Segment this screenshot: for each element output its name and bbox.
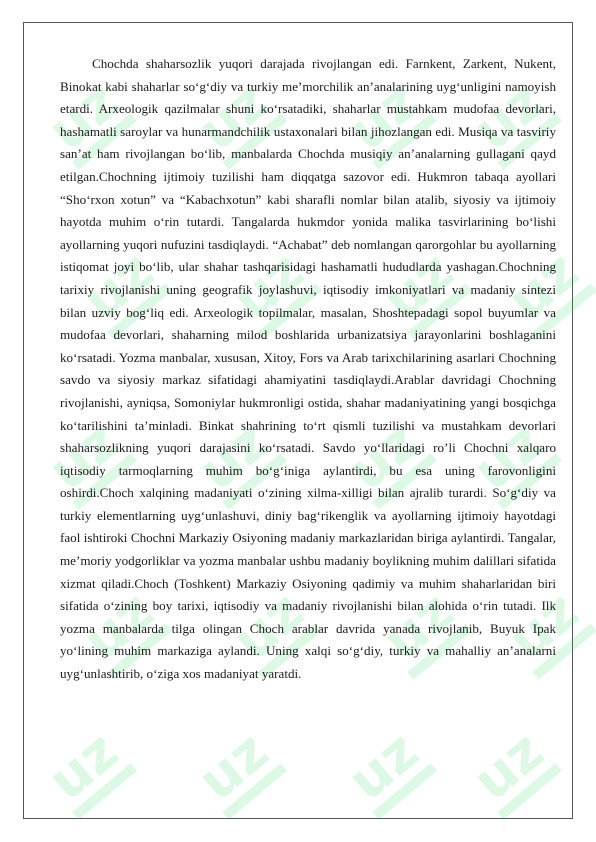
svg-text:uz: uz xyxy=(221,239,316,333)
svg-text:uz: uz xyxy=(36,69,131,163)
svg-text:uz: uz xyxy=(461,409,556,503)
svg-text:uz: uz xyxy=(461,69,556,163)
svg-text:uz: uz xyxy=(336,409,431,503)
svg-text:uz: uz xyxy=(71,239,166,333)
svg-text:uz: uz xyxy=(36,719,131,813)
svg-text:uz: uz xyxy=(186,719,281,813)
svg-text:uz: uz xyxy=(371,579,466,673)
svg-text:uz: uz xyxy=(371,239,466,333)
body-paragraph: Chochda shaharsozlik yuqori darajada rivojlangan edi. Farnkent, Zarkent, Nukent, Binokat kabi shaharlar so‘g‘diy va turkiy me’morchilik an’analarining uyg‘unligini namoyish etardi. Arxeologik qazilmalar shuni ko‘rsatadiki, shaharlar mustahkam mudofaa devorlari, hashamatli saroylar va hunarmandchilik ustaxonalari bilan jihozlangan edi. Musiqa va tasviriy san’at ham rivojlangan bo‘lib, manbalarda Chochda musiqiy an’analarning gullagani qayd etilgan.Chochning ijtimoiy tuzilishi ham diqqatga sazovor edi. Hukmron tabaqa ayollari “Sho‘rxon xotun” va “Kabachxotun” kabi sharafli nomlar bilan atalib, siyosiy va ijtimoiy hayotda muhim o‘rin tutardi. Tangalarda hukmdor yonida malika tasvirlarining bo‘lishi ayollarning yuqori nufuzini tasdiqlaydi. “Achabat” deb nomlangan qarorgohlar bu ayollarning istiqomat joyi bo‘lib, ular shahar tashqarisidagi hashamatli hududlarda yashagan.Chochning tarixiy rivojlanishi uning geografik joylashuvi, iqtisodiy imkoniyatlari va madaniy sintezi bilan uzviy bog‘liq edi. Arxeologik topilmalar, masalan, Shoshtepadagi sopol buyumlar va mudofaa devorlari, shaharning milod boshlarida urbanizatsiya jarayonlarini boshlaganini ko‘rsatadi. Yozma manbalar, xususan, Xitoy, Fors va Arab tarixchilarining asarlari Chochning savdo va siyosiy markaz sifatidagi ahamiyatini tasdiqlaydi.Arablar davridagi Chochning rivojlanishi, ayniqsa, Somoniylar hukmronligi ostida, shahar madaniyatining yangi bosqichga ko‘tarilishini ta’minladi. Binkat shahrining to‘rt qismli tuzilishi va mustahkam devorlari shaharsozlikning yuqori darajasini ko‘rsatadi. Savdo yo‘llaridagi ro’li Chochni xalqaro iqtisodiy tarmoqlarning muhim bo‘g‘iniga aylantirdi, bu esa uning farovonligini oshirdi.Choch xalqining madaniyati o‘zining xilma-xilligi bilan ajralib turardi. So‘g‘diy va turkiy elementlarning uyg‘unlashuvi, diniy bag‘rikenglik va ayollarning ijtimoiy hayotdagi faol ishtiroki Chochni Markaziy Osiyoning madaniy markazlaridan biriga aylantirdi. Tangalar, me’moriy yodgorliklar va yozma manbalar ushbu madaniy boylikning muhim dalillari sifatida xizmat qiladi.Choch (Toshkent) Markaziy Osiyoning qadimiy va muhim shaharlaridan biri sifatida o‘zining boy tarixi, iqtisodiy va madaniy rivojlanishi bilan alohida o‘rin tutadi. Ilk yozma manbalarda tilga olingan Choch arablar davrida yanada rivojlanib, Buyuk Ipak yo‘lining muhim markaziga aylandi. Uning xalqi so‘g‘diy, turkiy va mahalliy an’analarni uyg‘unlashtirib, o‘ziga xos madaniyat yaratdi. xyxy=(60,56,556,682)
svg-text:uz: uz xyxy=(36,409,131,503)
svg-text:uz: uz xyxy=(221,579,316,673)
svg-text:uz: uz xyxy=(336,719,431,813)
svg-text:uz: uz xyxy=(336,69,431,163)
svg-text:uz: uz xyxy=(186,69,281,163)
svg-text:uz: uz xyxy=(496,579,591,673)
svg-text:uz: uz xyxy=(461,719,556,813)
svg-text:uz: uz xyxy=(71,579,166,673)
svg-text:uz: uz xyxy=(186,409,281,503)
svg-text:uz: uz xyxy=(496,239,591,333)
